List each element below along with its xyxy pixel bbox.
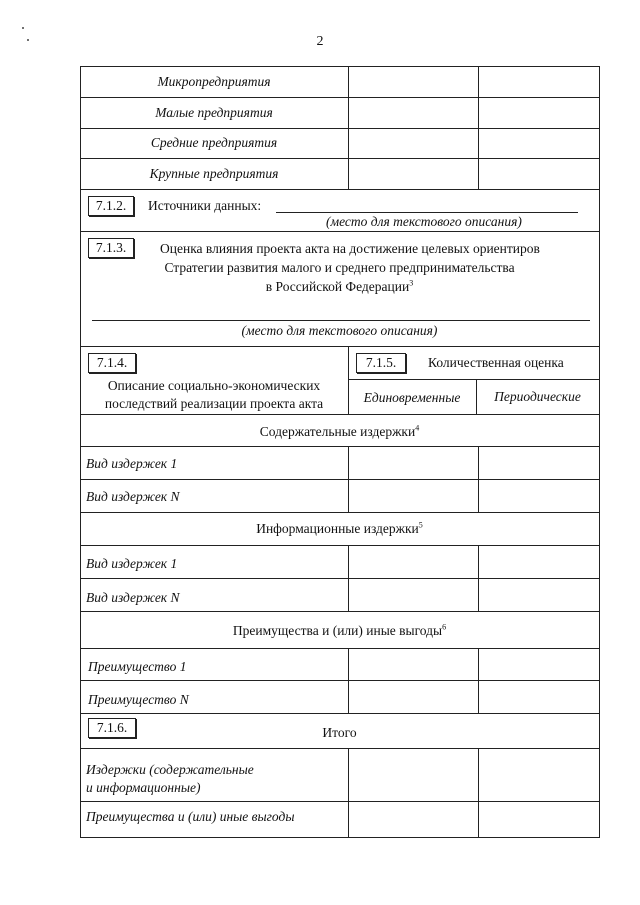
size-row-label: Малые предприятия — [155, 105, 273, 120]
row-line — [80, 231, 599, 232]
group-title-substantive-costs: Содержательные издержки$^4$ — [259, 423, 420, 439]
row-line — [80, 801, 599, 802]
group-title-benefits: Преимущества и (или) иные выгоды$^6$ — [232, 622, 447, 638]
row-line — [80, 128, 599, 129]
consequences-description-label: последствий реализации проекта акта — [104, 396, 324, 411]
section-number-7-1-2: 7.1.2. — [88, 196, 134, 216]
row-line — [80, 346, 599, 347]
row-line — [80, 446, 599, 447]
size-row-label: Микропредприятия — [157, 74, 271, 89]
row-line — [80, 66, 599, 67]
impact-assessment-title: Стратегии развития малого и среднего предпринимательства — [164, 260, 515, 275]
data-sources-label: Источники данных: — [148, 198, 262, 213]
column-line — [348, 66, 349, 189]
benefit-row-label: Преимущество N — [88, 692, 189, 707]
total-benefits-label: Преимущества и (или) иные выгоды — [86, 809, 295, 824]
size-row-label: Средние предприятия — [150, 135, 278, 150]
text-placeholder: (место для текстового описания) — [326, 214, 522, 229]
consequences-description-label: Описание социально-экономических — [107, 378, 321, 393]
row-line — [80, 189, 599, 190]
section-number-7-1-4: 7.1.4. — [88, 353, 136, 373]
row-line — [80, 158, 599, 159]
impact-input-line — [92, 320, 590, 321]
table-bottom-border — [80, 837, 599, 838]
column-line — [348, 446, 349, 512]
row-line — [80, 648, 599, 649]
footnote-ref: 3 — [409, 278, 414, 288]
total-costs-label: и информационные) — [86, 780, 201, 795]
row-line — [80, 611, 599, 612]
column-line — [348, 748, 349, 837]
page-number: 2 — [316, 34, 324, 49]
footnote-ref: 5 — [418, 520, 423, 530]
row-line — [80, 414, 599, 415]
impact-assessment-title: в Российской Федерации$^3$ — [265, 278, 414, 294]
cost-row-label: Вид издержек N — [86, 590, 180, 605]
column-line — [478, 66, 479, 189]
quantitative-assessment-label: Количественная оценка — [428, 355, 564, 370]
footnote-ref: 4 — [415, 423, 420, 433]
text-placeholder: (место для текстового описания) — [241, 323, 438, 338]
row-line — [80, 680, 599, 681]
periodic-column-header: Периодические — [494, 389, 581, 404]
row-line — [80, 578, 599, 579]
row-line — [80, 713, 599, 714]
column-line — [348, 545, 349, 611]
benefit-row-label: Преимущество 1 — [88, 659, 187, 674]
table-right-border — [599, 66, 600, 838]
column-line — [478, 648, 479, 713]
one-time-column-header: Единовременные — [363, 390, 461, 405]
column-line — [478, 748, 479, 837]
row-line — [80, 479, 599, 480]
column-line — [478, 545, 479, 611]
column-line — [478, 446, 479, 512]
cost-row-label: Вид издержек N — [86, 489, 180, 504]
row-line — [80, 512, 599, 513]
data-sources-input-line — [276, 212, 578, 213]
total-costs-label: Издержки (содержательные — [86, 762, 254, 777]
cost-row-label: Вид издержек 1 — [86, 456, 178, 471]
total-label: Итого — [322, 725, 357, 740]
section-number-7-1-3: 7.1.3. — [88, 238, 134, 258]
row-line — [348, 379, 599, 380]
cost-row-label: Вид издержек 1 — [86, 556, 178, 571]
scan-dot — [22, 27, 24, 29]
impact-assessment-title: Оценка влияния проекта акта на достижение целевых ориентиров — [160, 241, 540, 256]
section-number-7-1-5: 7.1.5. — [356, 353, 406, 373]
size-row-label: Крупные предприятия — [149, 166, 279, 181]
row-line — [80, 545, 599, 546]
row-line — [80, 97, 599, 98]
section-number-7-1-6: 7.1.6. — [88, 718, 136, 738]
group-title-informational-costs: Информационные издержки$^5$ — [256, 520, 423, 536]
row-line — [80, 748, 599, 749]
column-line — [348, 648, 349, 713]
footnote-ref: 6 — [442, 622, 447, 632]
